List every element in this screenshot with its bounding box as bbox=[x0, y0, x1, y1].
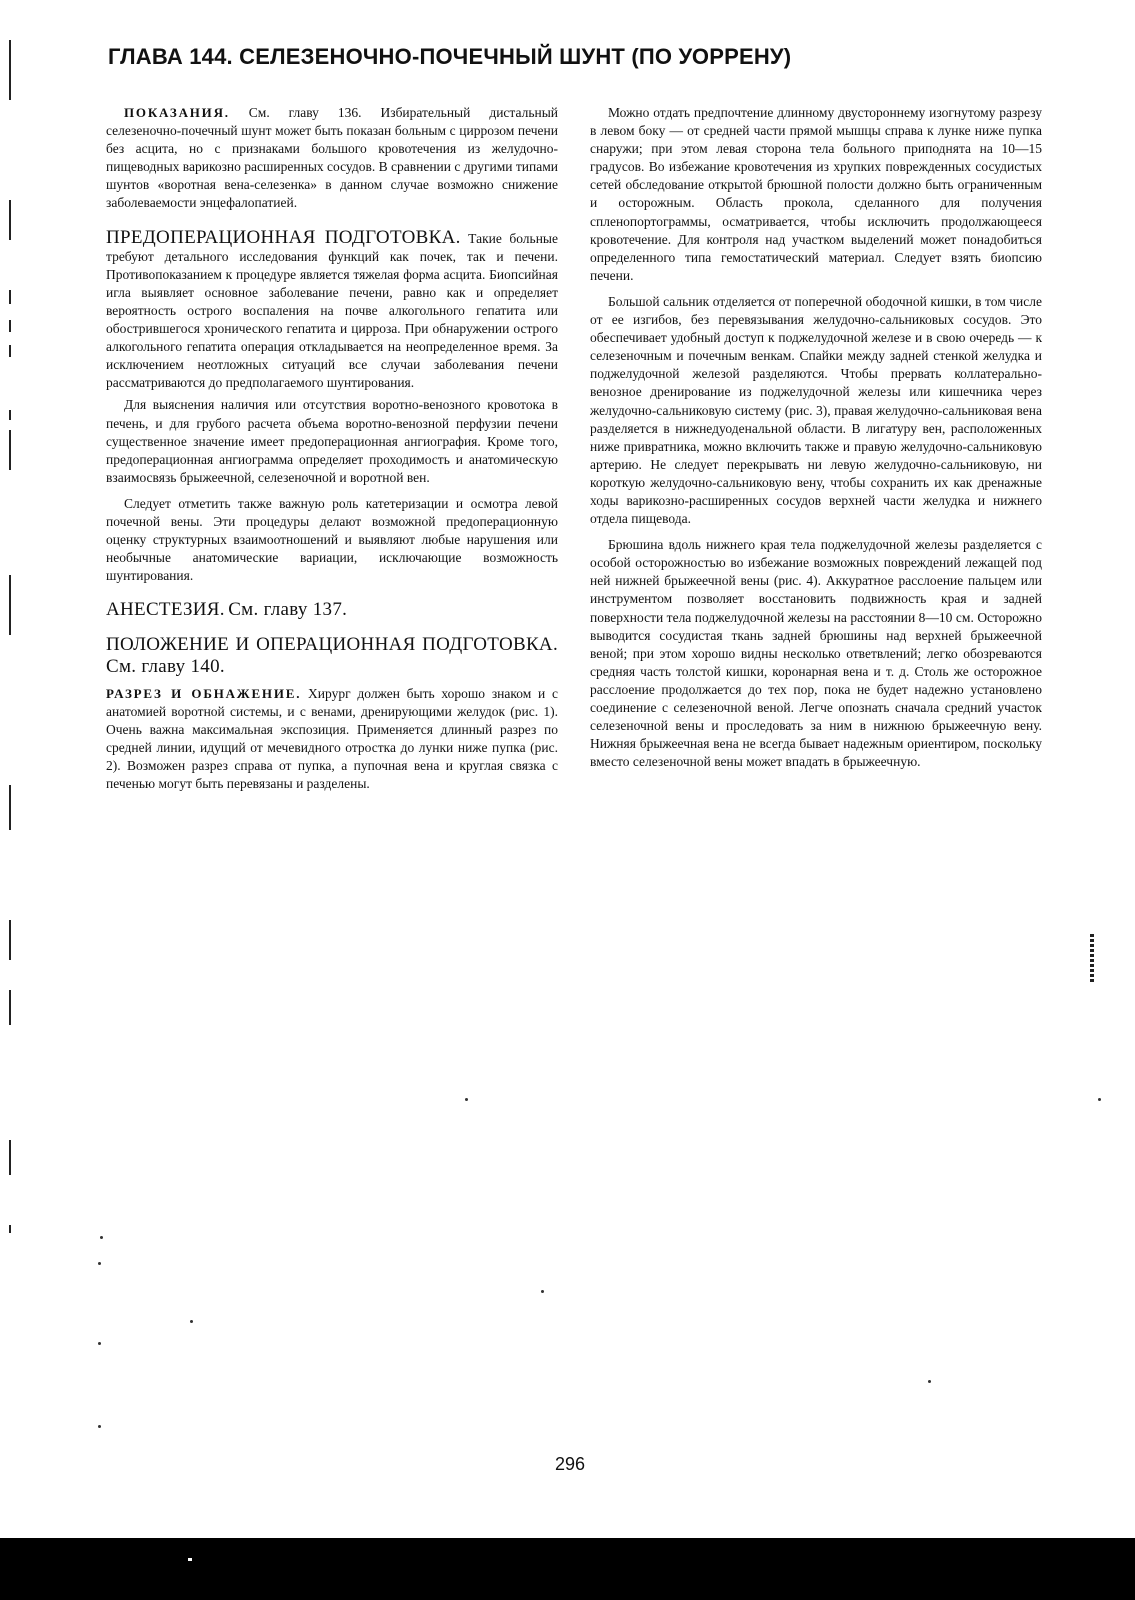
page-number: 296 bbox=[554, 1454, 586, 1474]
scan-edge-mark bbox=[9, 1140, 11, 1175]
indications-heading: ПОКАЗАНИЯ. bbox=[124, 105, 230, 120]
right-paragraph-2: Большой сальник отделяется от поперечной ободочной кишки, в том числе от ее изгибов, без перевязывания желудочно-сальниковых сосудов. Это обеспечивает удобный доступ к поджелудочной железе и в свою очередь — к селезеночным и почечным венкам. Спайки между задней стенкой желудка и поджелудочной железой разделяются. Чтобы прервать коллатерально-венозное дренирование из поджелудочной железы или кишечника через желудочно-сальниковую систему (рис. 3), правая желудочно-сальниковая вена разделяется в нижнедуоденальной области. В лигатуру вен, расположенных ниже привратника, можно включить также и правую желудочно-сальниковую артерию. Не следует перекрывать ни левую желудочно-сальниковую, ни короткую желудочно-сальниковую вену, чтобы сохранить их как дренажные ходы варикозно-расширенных сосудов верхней части желудка и нижнего отдела пищевода. bbox=[590, 293, 1042, 527]
scan-speck bbox=[98, 1425, 101, 1428]
indications-text: См. главу 136. Избирательный дистальный селезеночно-почечный шунт может быть показан больным с циррозом печени без асцита, но с признаками большого кровотечения из желудочно-пищеводных варикозно расширенных сосудов. В сравнении с другими типами шунтов «воротная вена-селезенка» в данном случае возможно снижение заболеваемости энцефалопатией. bbox=[106, 105, 558, 211]
scan-edge-mark bbox=[9, 290, 11, 304]
anesthesia-heading: АНЕСТЕЗИЯ. bbox=[106, 599, 225, 621]
preop-paragraph-catheterization: Следует отметить также важную роль катетеризации и осмотра левой почечной вены. Эти процедуры делают возможной предоперационную оценку структурных взаимоотношений и выявляют любые нарушения или необычные анатомические вариации, исключающие возможность шунтирования. bbox=[106, 495, 558, 584]
section-incision bbox=[106, 685, 558, 794]
scan-speck bbox=[541, 1290, 544, 1293]
scan-edge-mark bbox=[9, 1225, 11, 1233]
right-paragraph-3: Брюшина вдоль нижнего края тела поджелудочной железы разделяется с особой осторожностью во избежание возможных повреждений лежащей под ней нижней брыжеечной вены (рис. 4). Аккуратное расслоение пальцем или инструментом позволяет восстановить подвижность края и задней поверхности тела поджелудочной железы на расстоянии 8—10 см. Осторожно выводится сосудистая ткань задней брюшины над верхней брыжеечной веной; при этом хорошо видны несколько ответвлений; легко обозреваются средняя часть толстой кишки, коронарная вена и т. д. Столь же осторожное расслоение продолжается до тех пор, пока не будет надежно установлено соединение с селезеночной веной. Легче опознать сначала средний участок селезеночной вены и проследовать за ним в нижнюю брыжеечную вену. Нижняя брыжеечная вена не всегда бывает надежным ориентиром, поскольку вместо селезеночной вены может впадать в брыжеечную. bbox=[590, 537, 1042, 770]
scan-edge-mark bbox=[9, 920, 11, 960]
right-paragraph-1: Можно отдать предпочтение длинному двустороннему изогнутому разрезу в левом боку — от средней части прямой мышцы справа к лунке ниже пупка снаружи; при этом левая сторона тела больного приподнята на 10—15 градусов. Во избежание кровотечения из хрупких поврежденных сосудистых сетей обследование открытой брюшной полости должно быть ограниченным и осторожным. Область прокола, сделанного для получения спленопортограммы, осматривается, чтобы исключить продолжающееся кровотечение. Для контроля над участком выделений может понадобиться определенного типа гемостатический материал. Следует взять биопсию печени. bbox=[590, 105, 1042, 283]
anesthesia-ref: См. главу 137. bbox=[228, 599, 348, 621]
position-ref: См. главу 140. bbox=[106, 655, 225, 677]
position-heading: ПОЛОЖЕНИЕ И ОПЕРАЦИОННАЯ ПОДГОТОВКА. bbox=[106, 634, 558, 656]
scan-edge-mark bbox=[9, 430, 11, 470]
scan-speck bbox=[98, 1342, 101, 1345]
scan-bottom-border bbox=[0, 1538, 1135, 1600]
preop-heading: ПРЕДОПЕРАЦИОННАЯ ПОДГОТОВКА. bbox=[106, 226, 461, 248]
scan-edge-mark bbox=[9, 785, 11, 830]
scan-speck bbox=[190, 1320, 193, 1323]
scan-speck bbox=[465, 1098, 468, 1101]
scan-edge-mark bbox=[9, 990, 11, 1025]
scan-edge-mark bbox=[9, 410, 11, 420]
right-column bbox=[590, 104, 1042, 779]
chapter-title: ГЛАВА 144. СЕЛЕЗЕНОЧНО-ПОЧЕЧНЫЙ ШУНТ (ПО УОРРЕНУ) bbox=[108, 44, 792, 69]
section-position bbox=[106, 634, 558, 676]
scan-artifact-squiggle bbox=[1090, 934, 1094, 984]
scan-edge-mark bbox=[9, 345, 11, 357]
section-preop bbox=[106, 227, 558, 393]
scan-edge-mark bbox=[9, 200, 11, 240]
scan-edge-mark bbox=[9, 40, 11, 100]
scan-speck bbox=[98, 1262, 101, 1265]
scan-speck bbox=[188, 1558, 192, 1561]
incision-heading: РАЗРЕЗ И ОБНАЖЕНИЕ. bbox=[106, 685, 302, 701]
scan-edge-mark bbox=[9, 575, 11, 635]
scan-speck bbox=[100, 1236, 103, 1239]
scan-edge-mark bbox=[9, 320, 11, 332]
scan-speck bbox=[1098, 1098, 1101, 1101]
preop-text: Такие больные требуют детального исследования функций как почек, так и печени. Противопоказанием к процедуре является тяжелая форма асцита. Биопсийная игла выявляет основное заболевание печени, равно как и определяет вероятность острого воспаления на почве алкогольного гепатита или обострившегося хронического гепатита и цирроза. При обнаружении острого алкогольного гепатита операция откладывается на неопределенное время. За исключением неотложных ситуаций все случаи заболевания печени рассматриваются до предполагаемого шунтирования. bbox=[106, 230, 558, 391]
left-column bbox=[106, 104, 558, 801]
scan-speck bbox=[928, 1380, 931, 1383]
section-anesthesia bbox=[106, 599, 558, 620]
incision-text: Хирург должен быть хорошо знаком и с анатомией воротной системы, и с венами, дренирующими желудок (рис. 1). Очень важна максимальная экспозиция. Применяется длинный разрез по средней линии, идущий от мечевидного отростка до лунки ниже пупка (рис. 2). Возможен разрез справа от пупка, а пупочная вена и круглая связка с печенью могут быть перевязаны и разделены. bbox=[106, 685, 558, 792]
preop-paragraph-angiography: Для выяснения наличия или отсутствия воротно-венозного кровотока в печень, и для грубого расчета объема воротно-венозной перфузии печени существенное значение имеет предоперационная ангиография. Кроме того, предоперационная ангиограмма определяет проходимость и анатомическую взаимосвязь брыжеечной, селезеночной и воротной вен. bbox=[106, 397, 558, 485]
section-indications bbox=[106, 104, 558, 213]
